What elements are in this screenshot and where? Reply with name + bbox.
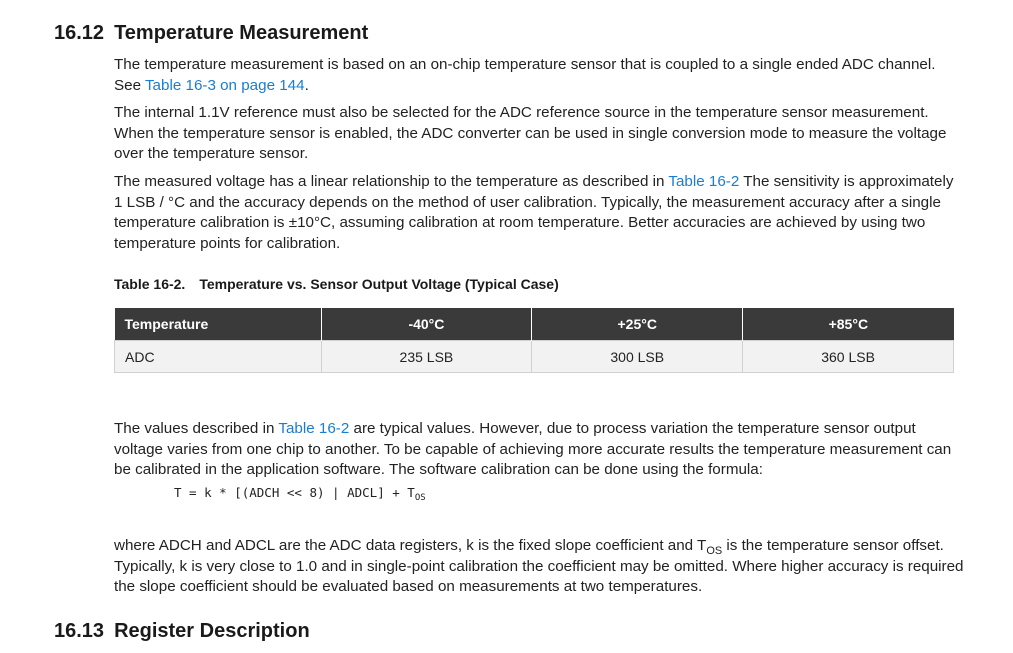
table-16-2-link[interactable]: Table 16-2 [668, 173, 740, 190]
formula-subscript: OS [414, 493, 426, 504]
section-heading-register-description [54, 620, 310, 643]
paragraph-text: The sensitivity is approximately 1 LSB / °C and the accuracy depends on the method of user calibration. Typically, the measurement accuracy after a single temperature calibration is ±10°C, assuming calibration at room temperature. Better accuracies are achieved by using two temperature points for calibration. [114, 173, 954, 252]
table-cell: 235 LSB [321, 341, 532, 373]
paragraph-text: is the temperature sensor offset. Typically, k is very close to 1.0 and in single-point calibration the coefficient may be omitted. Where higher accuracy is required the slope coefficient should be evaluated based on measurements at two temperatures. [114, 537, 964, 596]
linearity-paragraph [114, 172, 964, 254]
paragraph-text: The measured voltage has a linear relationship to the temperature as described in [114, 173, 669, 190]
table-caption-number: Table 16-2. [114, 276, 186, 292]
reference-paragraph [114, 103, 964, 165]
calibration-paragraph [114, 419, 964, 481]
calibration-formula [174, 485, 426, 504]
section-title: Temperature Measurement [114, 22, 369, 44]
paragraph-text: The internal 1.1V reference must also be selected for the ADC reference source in the temperature sensor measurement. When the temperature sensor is enabled, the ADC converter can be used in single conversion mode to measure the voltage over the temperature sensor. [114, 104, 947, 163]
formula-text: T = k * [(ADCH << 8) | ADCL] + T [174, 485, 415, 500]
paragraph-text: where ADCH and ADCL are the ADC data registers, k is the fixed slope coefficient and T [114, 537, 707, 554]
formula-explanation-paragraph [114, 536, 964, 598]
subscript-os: OS [706, 544, 723, 557]
paragraph-text: are typical values. However, due to process variation the temperature sensor output voltage varies from one chip to another. To be capable of achieving more accurate results the temperature measurement can be calibrated in the application software. The software calibration can be done using the formula: [114, 420, 952, 479]
section-title: Register Description [114, 620, 310, 642]
table-header-cell: +25°C [532, 308, 743, 341]
table-cell: 360 LSB [743, 341, 954, 373]
intro-paragraph [114, 55, 964, 96]
table-caption [114, 276, 559, 292]
table-cell: ADC [115, 341, 322, 373]
table-header-row [115, 308, 954, 341]
paragraph-text: . [304, 76, 309, 94]
table-caption-title: Temperature vs. Sensor Output Voltage (Typical Case) [199, 276, 559, 292]
paragraph-text: The values described in [114, 420, 279, 437]
table-header-cell: -40°C [321, 308, 532, 341]
section-heading-temperature-measurement [54, 22, 368, 45]
section-number: 16.12 [54, 22, 105, 44]
table-16-3-link[interactable]: Table 16-3 on page 144 [144, 76, 305, 94]
table-cell: 300 LSB [532, 341, 743, 373]
table-header-cell: Temperature [115, 308, 322, 341]
table-row [115, 341, 954, 373]
section-number: 16.13 [54, 620, 105, 642]
temperature-table [114, 308, 954, 373]
paragraph-text: The temperature measurement is based on an on-chip temperature sensor that is coupled to a single ended ADC channel. See [114, 56, 936, 94]
table-header-cell: +85°C [743, 308, 954, 341]
table-16-2-link[interactable]: Table 16-2 [278, 420, 350, 437]
